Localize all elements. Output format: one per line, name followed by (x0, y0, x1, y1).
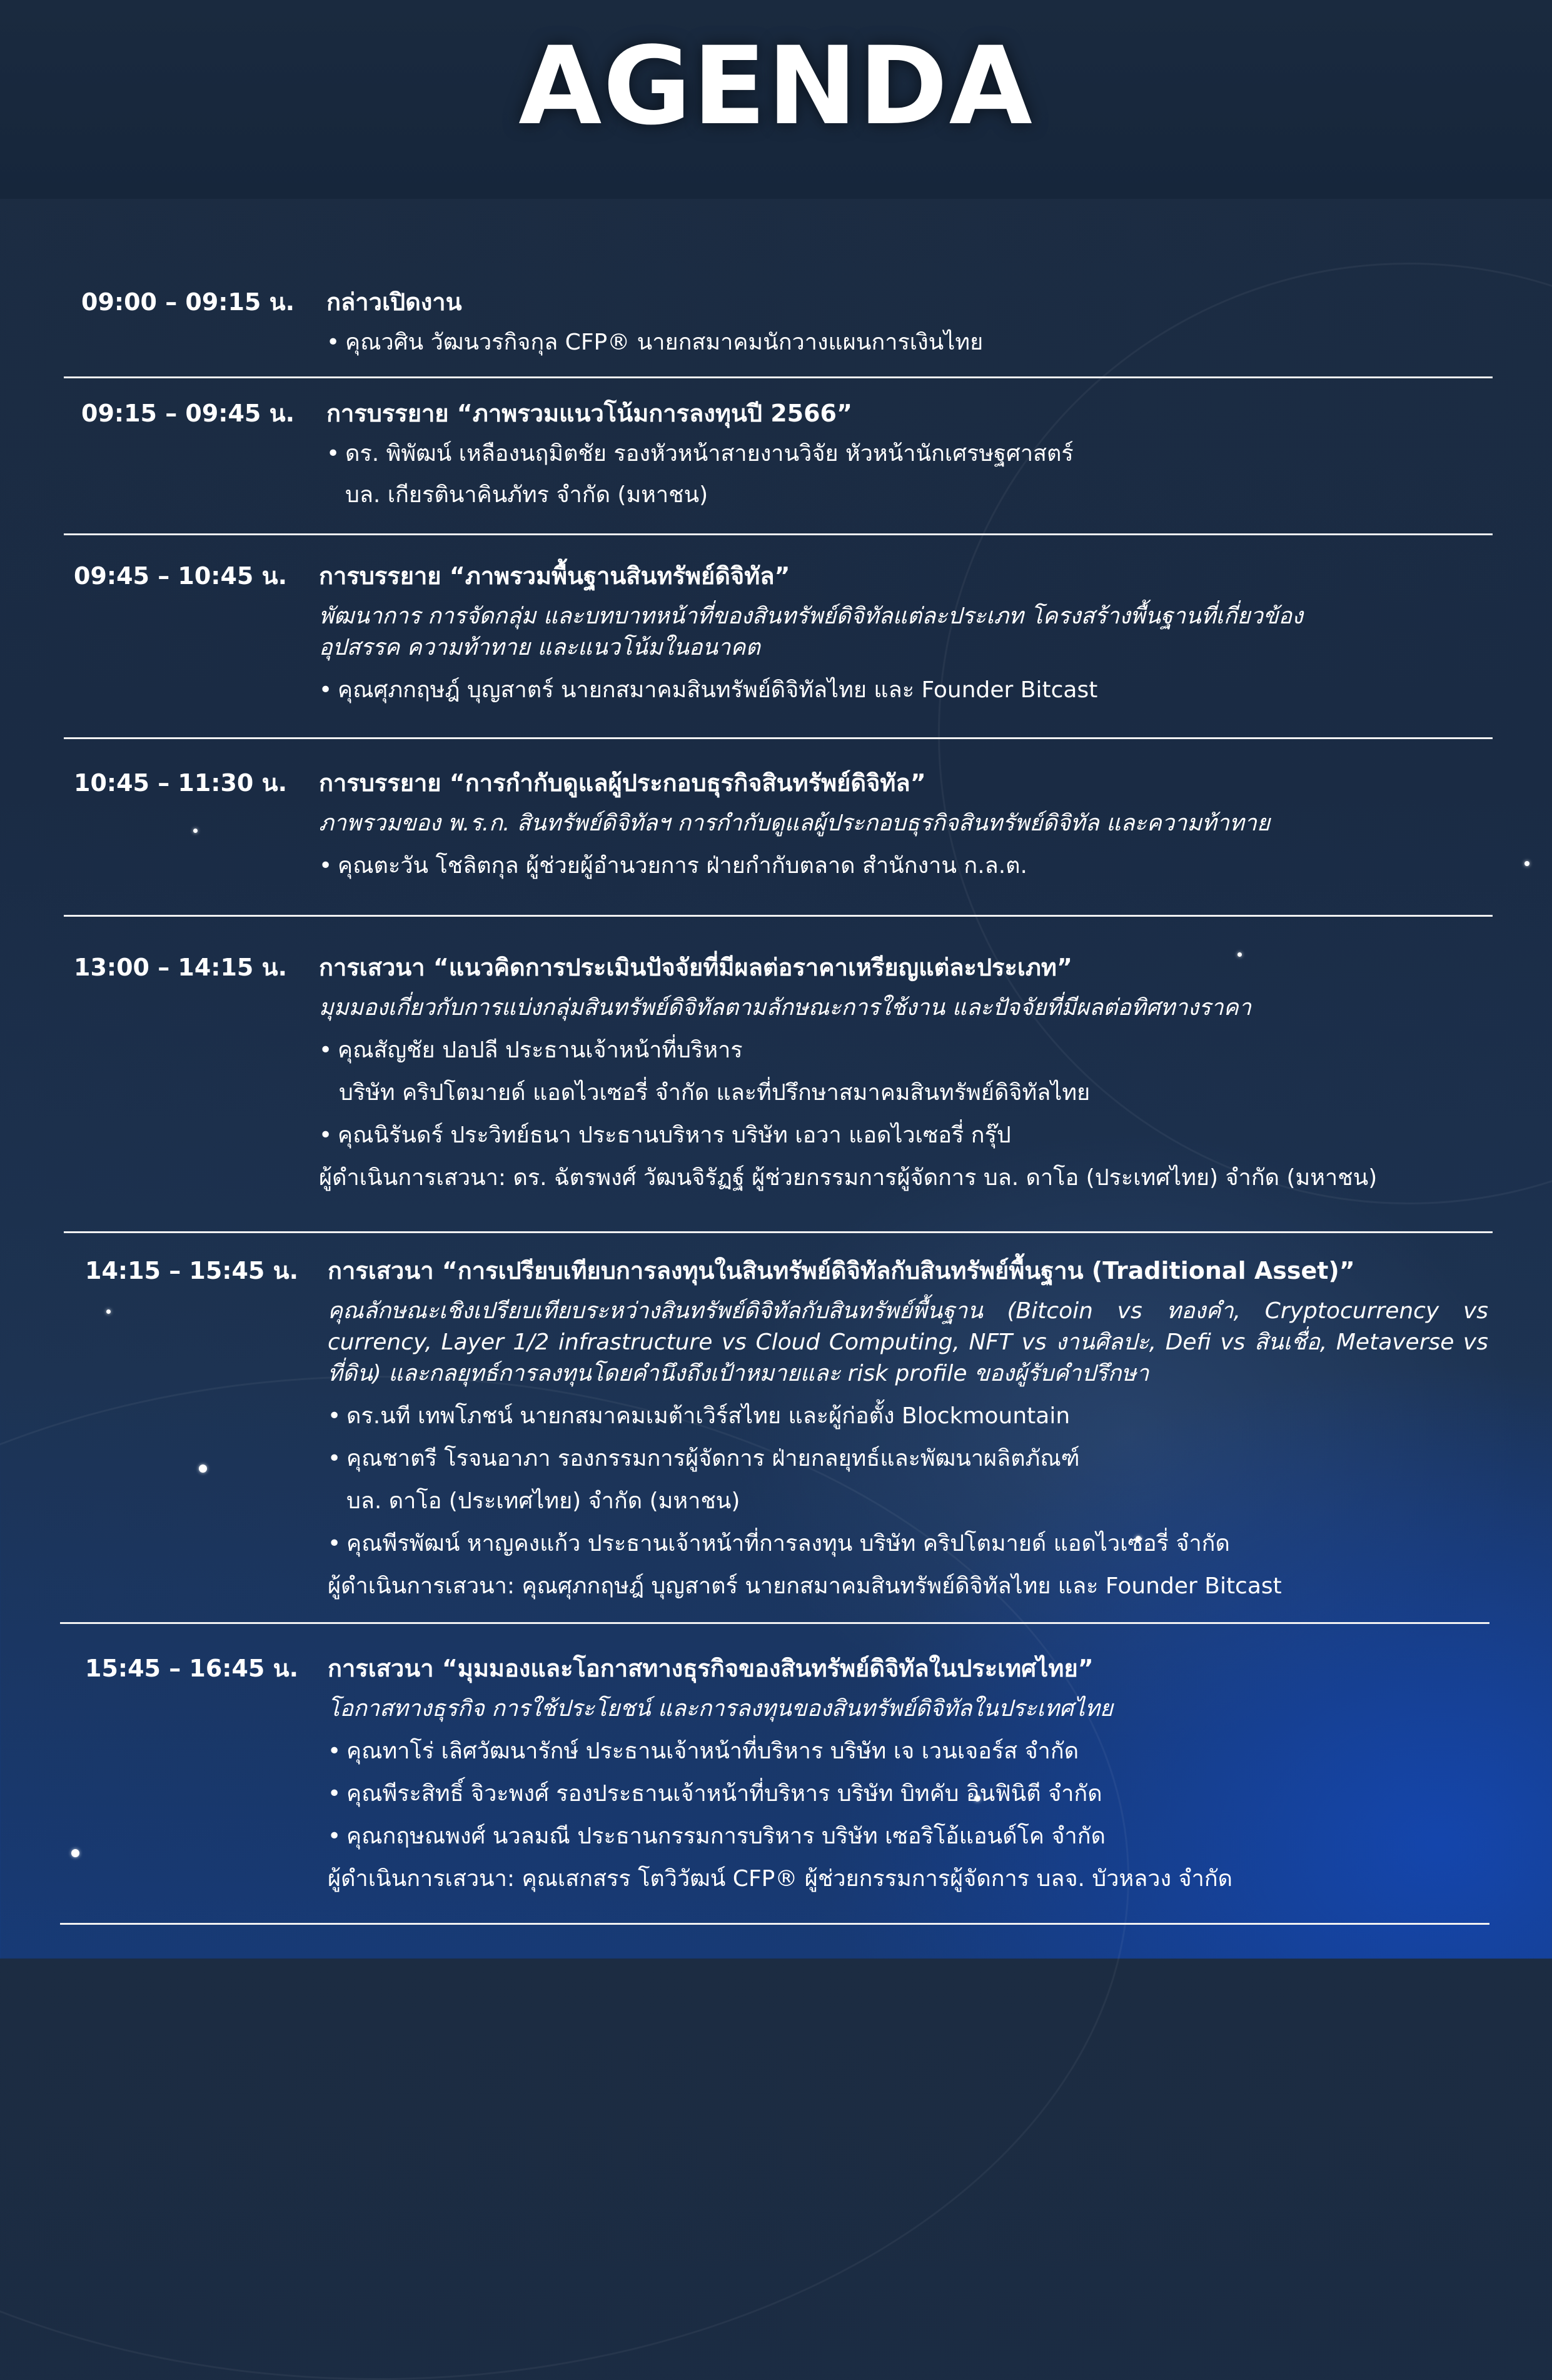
section-divider (60, 1923, 1489, 1925)
speaker-line: • คุณสัญชัย ปอปลี ประธานเจ้าหน้าที่บริหาร (319, 1035, 1494, 1066)
section-divider (64, 1231, 1493, 1233)
speaker-line: • คุณวศิน วัฒนวรกิจกุล CFP® นายกสมาคมนักวางแผนการเงินไทย (326, 327, 1502, 358)
bullet-icon: • (328, 1446, 341, 1471)
session-time: 09:15 – 09:45 น. (81, 400, 295, 427)
session-time: 15:45 – 16:45 น. (85, 1655, 299, 1682)
speaker-line: • ดร. พิพัฒน์ เหลืองนฤมิตชัย รองหัวหน้าสายงานวิจัย หัวหน้านักเศรษฐศาสตร์ (326, 438, 1502, 470)
section-divider (60, 1622, 1489, 1624)
star-decoration (199, 1465, 207, 1473)
session-time: 14:15 – 15:45 น. (85, 1257, 299, 1284)
star-decoration (193, 829, 198, 833)
bullet-icon: • (328, 1781, 341, 1807)
session-description: พัฒนาการ การจัดกลุ่ม และบทบาทหน้าที่ของสินทรัพย์ดิจิทัลแต่ละประเภท โครงสร้างพื้นฐานที่เกี่ยวข้อง (319, 603, 1303, 629)
bullet-icon: • (326, 330, 340, 355)
bullet-icon: • (328, 1738, 341, 1764)
speaker-line-continued: บล. ดาโอ (ประเทศไทย) จำกัด (มหาชน) (346, 1488, 740, 1514)
speaker-line: • คุณพีระสิทธิ์ จิวะพงศ์ รองประธานเจ้าหน้าที่บริหาร บริษัท บิทคับ อินฟินิตี จำกัด (328, 1778, 1503, 1810)
speaker-line: • คุณทาโร่ เลิศวัฒนารักษ์ ประธานเจ้าหน้าที่บริหาร บริษัท เจ เวนเจอร์ส จำกัด (328, 1736, 1503, 1767)
session-topic: การบรรยาย “การกำกับดูแลผู้ประกอบธุรกิจสินทรัพย์ดิจิทัล” (319, 769, 926, 797)
session-topic: การบรรยาย “ภาพรวมพื้นฐานสินทรัพย์ดิจิทัล” (319, 562, 790, 590)
session-time: 13:00 – 14:15 น. (74, 954, 288, 981)
session-topic: การเสวนา “การเปรียบเทียบการลงทุนในสินทรัพย์ดิจิทัลกับสินทรัพย์พื้นฐาน (Traditional Asset)” (328, 1257, 1355, 1284)
star-decoration (106, 1309, 111, 1314)
session-time: 10:45 – 11:30 น. (74, 769, 288, 797)
page-title: AGENDA (518, 23, 1034, 149)
bullet-icon: • (328, 1531, 341, 1556)
session-topic: กล่าวเปิดงาน (326, 288, 462, 316)
session-content (328, 1253, 1488, 1602)
speaker-line: • คุณนิรันดร์ ประวิทย์ธนา ประธานบริหาร บริษัท เอวา แอดไวเซอรี่ กรุ๊ป (319, 1120, 1494, 1151)
speaker-line: • ดร.นที เทพโภชน์ นายกสมาคมเมต้าเวิร์สไทย และผู้ก่อตั้ง Blockmountain (328, 1401, 1488, 1432)
session-moderator: ผู้ดำเนินการเสวนา: คุณศุภกฤษฎ์ บุญสาตร์ นายกสมาคมสินทรัพย์ดิจิทัลไทย และ Founder Bitcast (328, 1573, 1282, 1599)
speaker-line-continued: บล. เกียรตินาคินภัทร จำกัด (มหาชน) (345, 482, 708, 508)
session-content (328, 1651, 1503, 1895)
section-divider (64, 533, 1493, 535)
speaker-line: • คุณกฤษณพงศ์ นวลมณี ประธานกรรมการบริหาร บริษัท เซอริโอ้แอนด์โค จำกัด (328, 1821, 1503, 1852)
session-topic: การบรรยาย “ภาพรวมแนวโน้มการลงทุนปี 2566” (326, 400, 852, 427)
bullet-icon: • (328, 1403, 341, 1429)
session-description: โอกาสทางธุรกิจ การใช้ประโยชน์ และการลงทุนของสินทรัพย์ดิจิทัลในประเทศไทย (328, 1696, 1113, 1722)
bullet-icon: • (319, 677, 333, 703)
speaker-line: • คุณชาตรี โรจนอาภา รองกรรมการผู้จัดการ ฝ่ายกลยุทธ์และพัฒนาผลิตภัณฑ์ (328, 1443, 1488, 1475)
session-content (319, 765, 1494, 882)
speaker-line: • คุณศุภกฤษฎ์ บุญสาตร์ นายกสมาคมสินทรัพย์ดิจิทัลไทย และ Founder Bitcast (319, 675, 1494, 706)
session-time: 09:45 – 10:45 น. (74, 562, 288, 590)
session-description: มุมมองเกี่ยวกับการแบ่งกลุ่มสินทรัพย์ดิจิทัลตามลักษณะการใช้งาน และปัจจัยที่มีผลต่อทิศทางราคา (319, 995, 1251, 1021)
session-topic: การเสวนา “แนวคิดการประเมินปัจจัยที่มีผลต่อราคาเหรียญแต่ละประเภท” (319, 954, 1072, 981)
bullet-icon: • (319, 1037, 333, 1063)
session-content (319, 950, 1494, 1194)
speaker-line: • คุณพีรพัฒน์ หาญคงแก้ว ประธานเจ้าหน้าที่การลงทุน บริษัท คริปโตมายด์ แอดไวเซอรี่ จำกัด (328, 1528, 1488, 1560)
session-description: ภาพรวมของ พ.ร.ก. สินทรัพย์ดิจิทัลฯ การกำกับดูแลผู้ประกอบธุรกิจสินทรัพย์ดิจิทัล และความท้าทาย (319, 810, 1270, 836)
session-content (326, 285, 1502, 358)
star-decoration (1524, 861, 1529, 866)
session-moderator: ผู้ดำเนินการเสวนา: ดร. ฉัตรพงศ์ วัฒนจิรัฏฐ์ ผู้ช่วยกรรมการผู้จัดการ บล. ดาโอ (ประเทศไทย) จำกัด (มหาชน) (319, 1165, 1378, 1191)
session-content (319, 558, 1494, 706)
session-description: อุปสรรค ความท้าทาย และแนวโน้มในอนาคต (319, 635, 760, 660)
section-divider (64, 915, 1493, 917)
star-decoration (71, 1849, 79, 1857)
section-divider (64, 376, 1493, 378)
bullet-icon: • (326, 441, 340, 466)
session-description: คุณลักษณะเชิงเปรียบเทียบระหว่างสินทรัพย์ดิจิทัลกับสินทรัพย์พื้นฐาน (Bitcoin vs ทองคำ, Cryptocurrency vs currency, Layer 1/2 infrastructure vs Cloud Computing, NFT vs งานศิลปะ, Defi vs สินเชื่อ, Metaverse vs ที่ดิน) และกลยุทธ์การลงทุนโดยคำนึงถึงเป้าหมายและ risk profile ของผู้รับคำปรึกษา (328, 1298, 1488, 1386)
session-content (326, 396, 1502, 511)
bullet-icon: • (319, 1122, 333, 1148)
speaker-line: • คุณตะวัน โชลิตกุล ผู้ช่วยผู้อำนวยการ ฝ่ายกำกับตลาด สำนักงาน ก.ล.ต. (319, 850, 1494, 882)
bullet-icon: • (319, 853, 333, 879)
section-divider (64, 737, 1493, 739)
session-time: 09:00 – 09:15 น. (81, 288, 295, 316)
bullet-icon: • (328, 1823, 341, 1849)
session-topic: การเสวนา “มุมมองและโอกาสทางธุรกิจของสินทรัพย์ดิจิทัลในประเทศไทย” (328, 1655, 1094, 1682)
speaker-line-continued: บริษัท คริปโตมายด์ แอดไวเซอรี่ จำกัด และที่ปรึกษาสมาคมสินทรัพย์ดิจิทัลไทย (339, 1080, 1091, 1106)
session-moderator: ผู้ดำเนินการเสวนา: คุณเสกสรร โตวิวัฒน์ CFP® ผู้ช่วยกรรมการผู้จัดการ บลจ. บัวหลวง จำกัด (328, 1866, 1233, 1892)
